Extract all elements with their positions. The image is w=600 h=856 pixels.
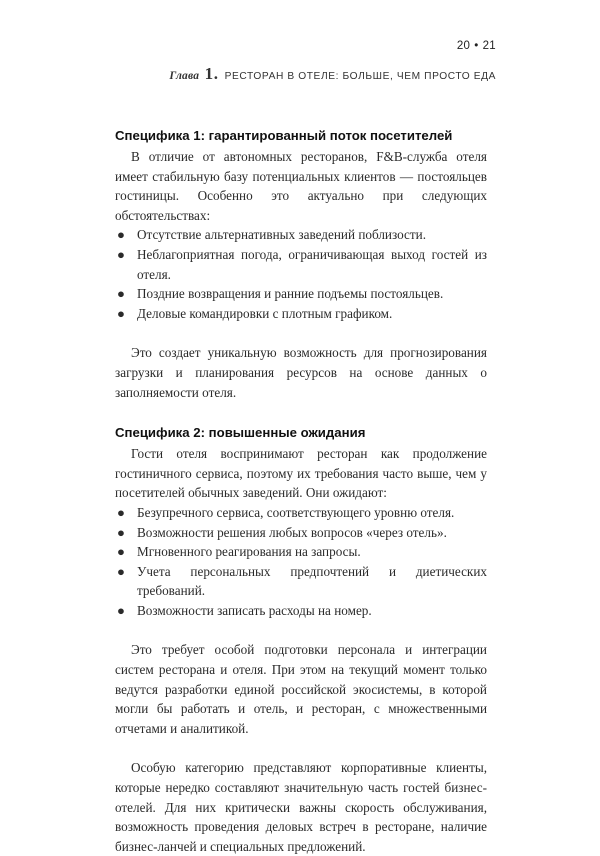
list-item: ● Отсутствие альтернативных заведений поблизости. [115, 225, 487, 245]
section-2-bullet-list [115, 503, 487, 621]
list-item: ● Возможности записать расходы на номер. [115, 601, 487, 621]
list-item: ● Поздние возвращения и ранние подъемы постояльцев. [115, 284, 487, 304]
list-item: ● Неблагоприятная погода, ограничивающая выход гостей из отеля. [117, 246, 487, 282]
section-2 [115, 422, 487, 856]
running-header [169, 64, 496, 84]
bullet-icon: ● [117, 563, 125, 579]
bullet-icon: ● [117, 504, 125, 520]
bullet-icon: ● [117, 602, 125, 618]
section-2-paragraph-2: Особую категорию представляют корпоративные клиенты, которые нередко составляют значительную часть гостей бизнес-отелей. Для них критически важны скорость обслуживания, возможность проведения деловых встреч в ресторане, наличие бизнес-ланчей и специальных предложений. [115, 760, 487, 854]
page-number-right: 21 [482, 40, 496, 52]
bullet-icon: ● [117, 544, 125, 560]
chapter-number: 1. [204, 64, 219, 83]
page-body [115, 125, 487, 856]
section-1-intro: В отличие от автономных ресторанов, F&B-служба отеля имеет стабильную базу потенциальных клиентов — постояльцев гостиницы. Особенно это актуально при следующих обстоятельствах: [115, 149, 487, 223]
section-1 [115, 125, 487, 402]
section-2-heading: Специфика 2: повышенные ожидания [115, 425, 366, 441]
section-2-intro: Гости отеля воспринимают ресторан как продолжение гостиничного сервиса, поэтому их требования часто выше, чем у посетителей обычных заведений. Они ожидают: [115, 446, 487, 501]
bullet-icon: ● [117, 305, 125, 321]
section-1-bullet-list [115, 225, 487, 323]
list-item: ● Деловые командировки с плотным графиком. [115, 304, 487, 324]
bullet-icon: ● [117, 524, 125, 540]
section-1-heading: Специфика 1: гарантированный поток посетителей [115, 128, 453, 143]
list-item: ● Мгновенного реагирования на запросы. [115, 542, 487, 562]
page-number-separator: • [474, 40, 479, 52]
page-number-left: 20 [456, 40, 471, 52]
list-item: ● Возможности решения любых вопросов «через отель». [115, 523, 487, 543]
chapter-label: Глава [169, 70, 200, 82]
bullet-icon: ● [117, 246, 125, 262]
list-item: ● Учета персональных предпочтений и диетических требований. [117, 563, 487, 599]
bullet-icon: ● [117, 286, 125, 302]
page-numbers [457, 40, 496, 52]
section-1-conclusion: Это создает уникальную возможность для прогнозирования загрузки и планирования ресурсов на основе данных о заполняемости отеля. [115, 345, 487, 400]
chapter-title: РЕСТОРАН В ОТЕЛЕ: БОЛЬШЕ, ЧЕМ ПРОСТО ЕДА [224, 71, 496, 82]
section-2-paragraph-1: Это требует особой подготовки персонала и интеграции систем ресторана и отеля. При этом на текущий момент только ведутся разработки единой российской экосистемы, в которой могли бы работать и отель, и ресторан, с множественными отчетами и аналитикой. [115, 642, 487, 736]
bullet-icon: ● [117, 227, 125, 243]
list-item: ● Безупречного сервиса, соответствующего уровню отеля. [115, 503, 487, 523]
